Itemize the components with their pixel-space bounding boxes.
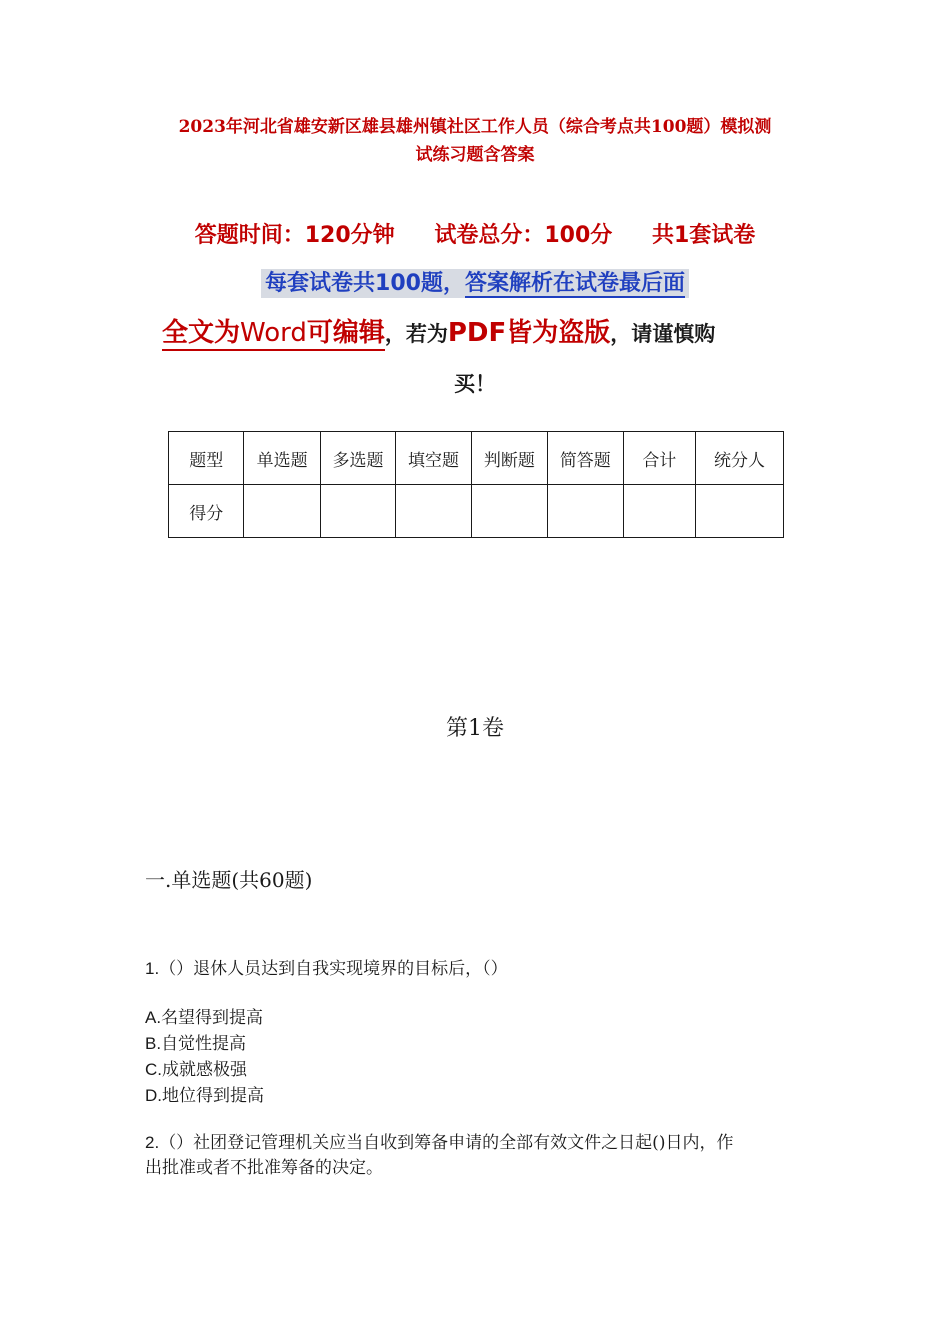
question-1-options bbox=[145, 1005, 264, 1109]
score-cell[interactable] bbox=[320, 485, 395, 538]
score-table-header-row bbox=[169, 432, 784, 485]
option-key: A. bbox=[145, 1008, 162, 1027]
answer-note bbox=[0, 266, 950, 297]
option-key: D. bbox=[145, 1086, 162, 1105]
score-cell[interactable] bbox=[244, 485, 320, 538]
question-2 bbox=[145, 1130, 733, 1181]
option-c[interactable] bbox=[145, 1057, 264, 1083]
option-text: 名望得到提高 bbox=[161, 1008, 264, 1028]
document-title bbox=[140, 113, 810, 169]
score-cell[interactable] bbox=[623, 485, 696, 538]
option-a[interactable] bbox=[145, 1005, 264, 1031]
option-text: 自觉性提高 bbox=[161, 1034, 247, 1054]
question-number: 1. bbox=[145, 959, 160, 978]
notice-part-3: 可编辑 bbox=[306, 318, 385, 348]
score-cell[interactable] bbox=[548, 485, 623, 538]
option-text: 成就感极强 bbox=[162, 1060, 247, 1080]
exam-time: 答题时间：120分钟 bbox=[194, 223, 395, 248]
question-2-line-1 bbox=[145, 1130, 733, 1156]
table-header-cell: 统分人 bbox=[696, 432, 784, 485]
exam-sets: 共1套试卷 bbox=[651, 223, 756, 248]
notice-part-1: 全文为 bbox=[162, 318, 241, 348]
question-1 bbox=[145, 956, 508, 982]
question-text: （）社团登记管理机关应当自收到筹备申请的全部有效文件之日起()日内，作 bbox=[159, 1133, 734, 1153]
exam-total-score: 试卷总分：100分 bbox=[434, 223, 613, 248]
notice-word: Word bbox=[240, 318, 307, 348]
score-table bbox=[168, 431, 784, 538]
question-text: （）退休人员达到自我实现境界的目标后，（） bbox=[159, 959, 508, 979]
table-row-label: 得分 bbox=[169, 485, 244, 538]
option-key: C. bbox=[145, 1060, 162, 1079]
score-cell[interactable] bbox=[396, 485, 471, 538]
score-cell[interactable] bbox=[696, 485, 784, 538]
editable-notice bbox=[162, 312, 802, 349]
option-key: B. bbox=[145, 1034, 162, 1053]
table-header-cell: 填空题 bbox=[396, 432, 471, 485]
answer-note-highlight bbox=[261, 269, 689, 298]
option-d[interactable] bbox=[145, 1083, 264, 1109]
notice-buy: 买！ bbox=[454, 372, 496, 396]
question-2-line-2: 出批准或者不批准筹备的决定。 bbox=[145, 1158, 383, 1178]
answer-note-location: 答案解析在试卷最后面 bbox=[464, 271, 685, 296]
editable-notice-underlined bbox=[162, 318, 385, 351]
table-header-cell: 题型 bbox=[169, 432, 244, 485]
table-header-cell: 判断题 bbox=[471, 432, 547, 485]
notice-pdf: PDF皆为盗版 bbox=[447, 318, 611, 348]
table-header-cell: 多选题 bbox=[320, 432, 395, 485]
question-number: 2. bbox=[145, 1133, 160, 1152]
answer-note-count: 每套试卷共100题， bbox=[265, 271, 465, 296]
notice-part-4: ，若为 bbox=[384, 322, 448, 346]
score-table-row bbox=[169, 485, 784, 538]
section-heading: 一.单选题(共60题) bbox=[145, 868, 313, 892]
table-header-cell: 合计 bbox=[623, 432, 696, 485]
table-header-cell: 简答题 bbox=[548, 432, 623, 485]
title-line-2: 试练习题含答案 bbox=[415, 145, 535, 165]
exam-meta bbox=[0, 218, 950, 249]
volume-heading: 第1卷 bbox=[446, 716, 504, 741]
notice-part-6: ，请谨慎购 bbox=[610, 322, 716, 346]
title-line-1: 2023年河北省雄安新区雄县雄州镇社区工作人员（综合考点共100题）模拟测 bbox=[178, 117, 772, 137]
score-cell[interactable] bbox=[471, 485, 547, 538]
table-header-cell: 单选题 bbox=[244, 432, 320, 485]
option-b[interactable] bbox=[145, 1031, 264, 1057]
option-text: 地位得到提高 bbox=[162, 1086, 264, 1106]
